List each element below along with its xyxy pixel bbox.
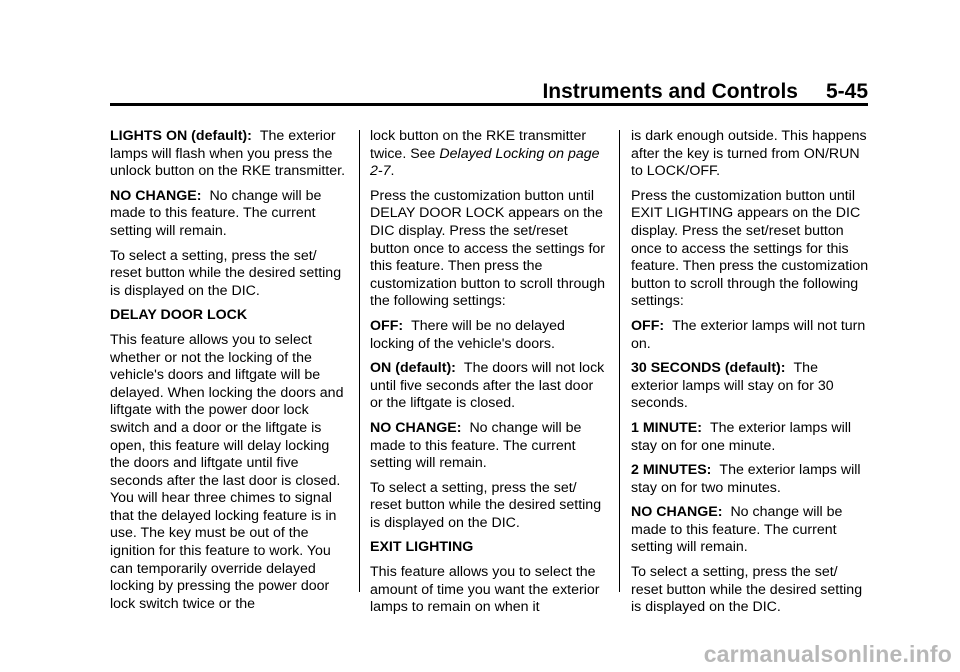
setting-label: 1 MINUTE: <box>631 419 702 436</box>
setting-text: No change will be made to this feature. The current setting will remain. <box>631 504 843 556</box>
paragraph <box>631 360 869 413</box>
setting-text: The exterior lamps will stay on for 30 seconds. <box>631 360 834 412</box>
setting-text: No change will be made to this feature. The current setting will remain. <box>110 187 322 239</box>
paragraph <box>631 462 869 497</box>
section-heading: DELAY DOOR LOCK <box>110 307 248 324</box>
header-title <box>542 80 868 104</box>
paragraph: To select a setting, press the set/ reset button while the desired setting is displayed on the DIC. <box>631 564 863 616</box>
paragraph-text: lock button on the RKE transmitter twice. See <box>370 128 587 162</box>
setting-text: The exterior lamps will stay on for one minute. <box>631 419 852 454</box>
paragraph <box>110 188 348 241</box>
setting-text: The exterior lamps will stay on for two minutes. <box>631 462 861 496</box>
column-divider-1 <box>359 130 360 592</box>
column-2 <box>370 128 608 624</box>
paragraph <box>110 128 348 181</box>
setting-label: NO CHANGE: <box>631 504 723 521</box>
watermark: carmanualsonline.info <box>703 641 952 667</box>
paragraph <box>631 504 869 557</box>
paragraph <box>370 360 608 413</box>
setting-text: The exterior lamps will flash when you press the unlock button on the RKE transmitter. <box>110 128 346 180</box>
setting-label: NO CHANGE: <box>370 419 462 436</box>
page-header <box>110 80 868 104</box>
paragraph: This feature allows you to select whether or not the locking of the vehicle's doors and liftgate will be delayed. When locking the doors and liftgate with the power door lock switch and a door or the liftgate is open, this feature will delay locking the doors and liftgate until five seconds after the last door is closed. You will hear three chimes to signal that the delayed locking feature is in use. The key must be out of the ignition for this feature to work. You can temporarily override delayed locking by pressing the power door lock switch twice or the <box>110 331 344 612</box>
cross-reference-link[interactable]: Delayed Locking on page 2-7 <box>370 145 600 180</box>
paragraph <box>370 420 608 473</box>
setting-label: NO CHANGE: <box>110 187 202 204</box>
paragraph: To select a setting, press the set/ reset button while the desired setting is displayed on the DIC. <box>370 479 602 531</box>
setting-label: OFF: <box>370 317 404 334</box>
column-divider-2 <box>619 130 620 592</box>
paragraph-text: . <box>390 163 395 180</box>
setting-label: LIGHTS ON (default): <box>110 128 252 144</box>
paragraph: Press the customization button until DELAY DOOR LOCK appears on the DIC display. Press the set/reset button once to access the settings for this feature. Then press the customization button to scroll through the following settings: <box>370 187 606 310</box>
setting-text: The doors will not lock until five seconds after the last door or the liftgate is closed. <box>370 360 605 412</box>
header-rule <box>110 103 868 106</box>
paragraph: To select a setting, press the set/ reset button while the desired setting is displayed on the DIC. <box>110 247 342 299</box>
section-title: Instruments and Controls <box>542 80 798 103</box>
page-number: 5-45 <box>825 80 868 103</box>
paragraph: This feature allows you to select the amount of time you want the exterior lamps to remain on when it <box>370 564 600 616</box>
setting-text: The exterior lamps will not turn on. <box>631 317 866 352</box>
setting-text: No change will be made to this feature. The current setting will remain. <box>370 419 582 472</box>
section-heading: EXIT LIGHTING <box>370 539 474 556</box>
paragraph <box>631 318 869 353</box>
paragraph <box>370 128 608 181</box>
setting-label: ON (default): <box>370 360 456 377</box>
setting-label: 2 MINUTES: <box>631 462 712 479</box>
setting-label: OFF: <box>631 317 665 334</box>
paragraph <box>631 420 869 455</box>
paragraph <box>370 318 608 353</box>
column-1 <box>110 128 348 620</box>
paragraph: Press the customization button until EXIT LIGHTING appears on the DIC display. Press the set/reset button once to access the settings for this feature. Then press the customization button to scroll through the following settings: <box>631 187 869 310</box>
column-3 <box>631 128 869 624</box>
setting-text: There will be no delayed locking of the vehicle's doors. <box>370 317 565 352</box>
setting-label: 30 SECONDS (default): <box>631 360 786 377</box>
paragraph: is dark enough outside. This happens after the key is turned from ON/RUN to LOCK/OFF. <box>631 128 867 180</box>
